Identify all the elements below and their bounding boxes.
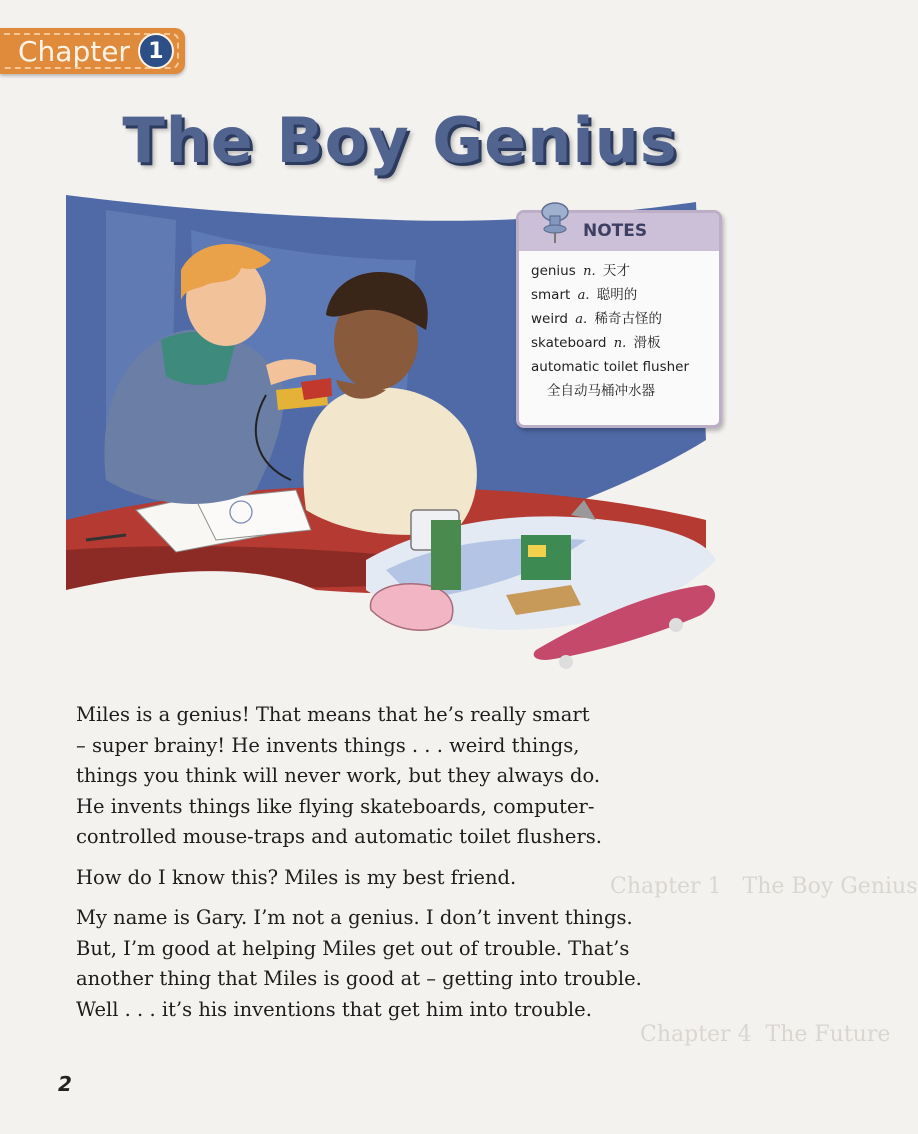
paragraph-3 [76,903,736,1025]
show-through-text: Chapter 4 The Future [640,1022,891,1047]
note-word: smart [531,287,571,303]
note-part-of-speech: n. [613,336,627,351]
note-meaning: 聪明的 [596,287,638,303]
notes-heading: NOTES [583,221,648,241]
note-word: skateboard [531,335,607,351]
text-line: He invents things like flying skateboards, computer- [76,794,595,818]
text-line: controlled mouse-traps and automatic toilet flushers. [76,825,602,848]
text-line: Miles is a genius! That means that he’s really smart [76,703,590,726]
note-entry [531,331,689,355]
note-part-of-speech: a. [575,312,588,327]
note-word: weird [531,311,568,327]
chapter-title: The Boy Genius [122,104,678,177]
pushpin-icon [533,199,577,245]
note-word: genius [531,263,576,279]
chapter-label: Chapter [18,34,130,68]
story-text [76,700,736,1035]
note-word: automatic toilet flusher [531,359,690,375]
note-meaning: 滑板 [633,335,661,351]
chapter-tab [0,28,185,74]
note-entry [531,307,689,331]
text-line: But, I’m good at helping Miles get out of trouble. That’s [76,936,630,960]
note-meaning: 稀奇古怪的 [594,311,662,327]
text-line: Well . . . it’s his inventions that get him into trouble. [76,997,592,1021]
note-part-of-speech: n. [583,264,596,279]
text-line: My name is Gary. I’m not a genius. I don’t invent things. [76,906,633,929]
note-meaning: 天才 [602,263,630,279]
note-entry [531,283,689,307]
text-line: things you think will never work, but they always do. [76,764,601,787]
note-meaning-continuation: 全自动马桶冲水器 [547,383,655,399]
chapter-number-badge: 1 [138,33,174,69]
show-through-text: Chapter 1 The Boy Genius [610,874,918,899]
note-entry [531,259,689,283]
note-part-of-speech: a. [577,288,590,303]
text-line: – super brainy! He invents things . . . weird things, [76,733,580,757]
notes-box [516,210,722,428]
text-line: How do I know this? Miles is my best friend. [76,865,517,889]
text-line: another thing that Miles is good at – getting into trouble. [76,967,642,990]
note-entry [531,355,689,379]
paragraph-1 [76,700,736,853]
notes-list [531,259,689,403]
page-number: 2 [58,1072,72,1096]
paragraph-2 [76,863,736,894]
